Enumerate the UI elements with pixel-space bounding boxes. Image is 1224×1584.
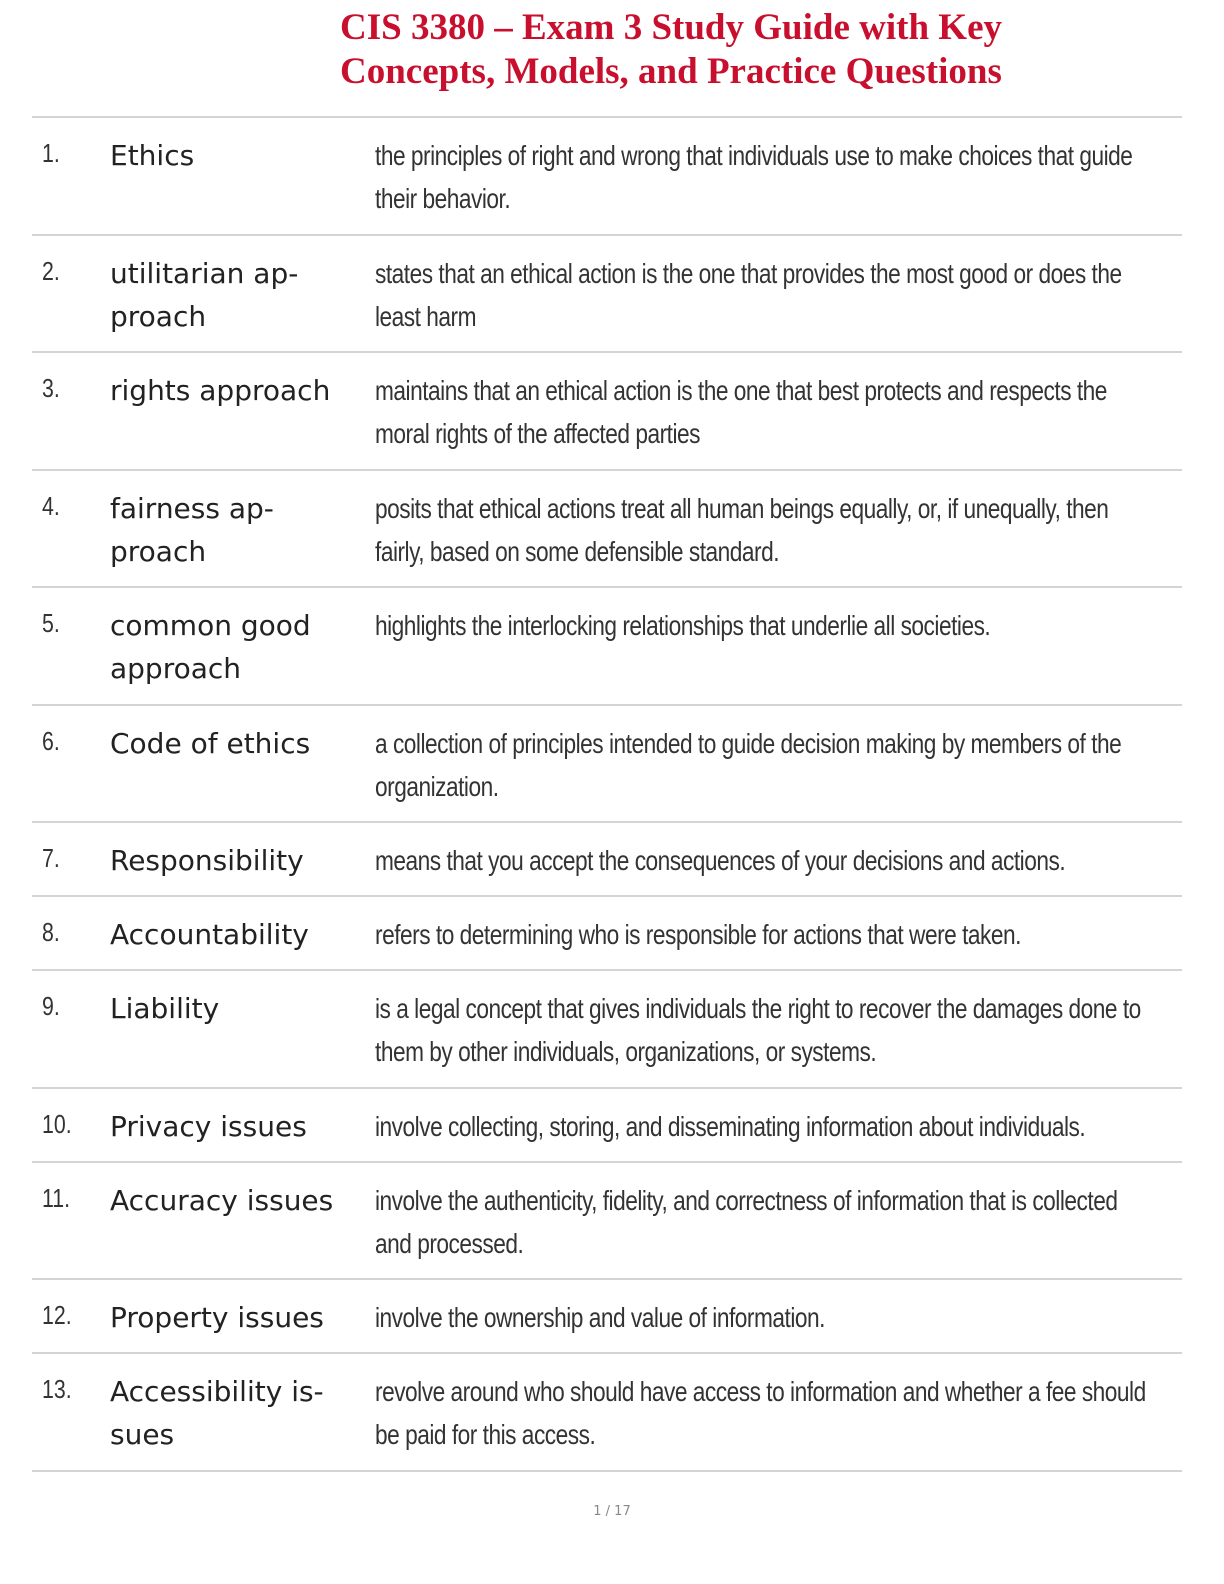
item-definition: involve collecting, storing, and disseminating information about individuals. [375,1111,1086,1142]
item-term: Liability [110,992,220,1025]
item-number: 5. [42,608,60,638]
flashcard-list [32,116,1182,1472]
item-term: fairness ap- proach [110,492,274,568]
item-number: 8. [42,917,60,947]
item-term: Code of ethics [110,727,311,760]
item-definition: means that you accept the consequences of your decisions and actions. [375,845,1066,876]
item-definition: involve the authenticity, fidelity, and correctness of information that is collected and processed. [375,1185,1118,1259]
item-definition: posits that ethical actions treat all human beings equally, or, if unequally, then fairly, based on some defensible standard. [375,493,1109,567]
item-number: 10. [42,1109,72,1139]
item-number: 6. [42,726,60,756]
document-title [340,6,1200,94]
item-term: Accuracy issues [110,1184,334,1217]
list-item [32,971,1182,1089]
item-term: Accessibility is- sues [110,1375,324,1451]
item-number: 12. [42,1300,72,1330]
item-term: common good approach [110,609,311,685]
list-item [32,353,1182,471]
item-term: Ethics [110,139,195,172]
list-item [32,823,1182,897]
item-term: rights approach [110,374,331,407]
item-definition: revolve around who should have access to information and whether a fee should be paid for this access. [375,1376,1146,1450]
item-definition: highlights the interlocking relationships that underlie all societies. [375,610,991,641]
list-item [32,118,1182,236]
item-number: 13. [42,1374,72,1404]
item-term: Responsibility [110,844,304,877]
list-item [32,706,1182,823]
item-number: 4. [42,491,60,521]
title-line-1: CIS 3380 – Exam 3 Study Guide with Key [340,7,1002,48]
item-number: 2. [42,256,60,286]
title-line-2: Concepts, Models, and Practice Questions [340,51,1002,92]
item-number: 11. [42,1183,71,1213]
list-item [32,588,1182,706]
list-item [32,1354,1182,1472]
list-item [32,1089,1182,1163]
item-term: Privacy issues [110,1110,307,1143]
list-item [32,1280,1182,1354]
item-definition: is a legal concept that gives individuals the right to recover the damages done to them by other individuals, organizations, or systems. [375,993,1141,1067]
item-definition: involve the ownership and value of information. [375,1302,825,1333]
item-term: Accountability [110,918,309,951]
list-item [32,897,1182,971]
item-definition: states that an ethical action is the one that provides the most good or does the least harm [375,258,1122,332]
page-indicator: 1 / 17 [593,1504,631,1519]
item-definition: the principles of right and wrong that individuals use to make choices that guide their behavior. [375,140,1133,214]
item-number: 1. [42,138,60,168]
item-definition: refers to determining who is responsible for actions that were taken. [375,919,1021,950]
item-term: Property issues [110,1301,324,1334]
list-item [32,236,1182,353]
item-definition: maintains that an ethical action is the one that best protects and respects the moral rights of the affected parties [375,375,1107,449]
list-item [32,471,1182,588]
item-number: 9. [42,991,60,1021]
item-number: 7. [42,843,60,873]
list-item [32,1163,1182,1280]
item-number: 3. [42,373,60,403]
item-term: utilitarian ap- proach [110,257,299,333]
item-definition: a collection of principles intended to guide decision making by members of the organization. [375,728,1122,802]
